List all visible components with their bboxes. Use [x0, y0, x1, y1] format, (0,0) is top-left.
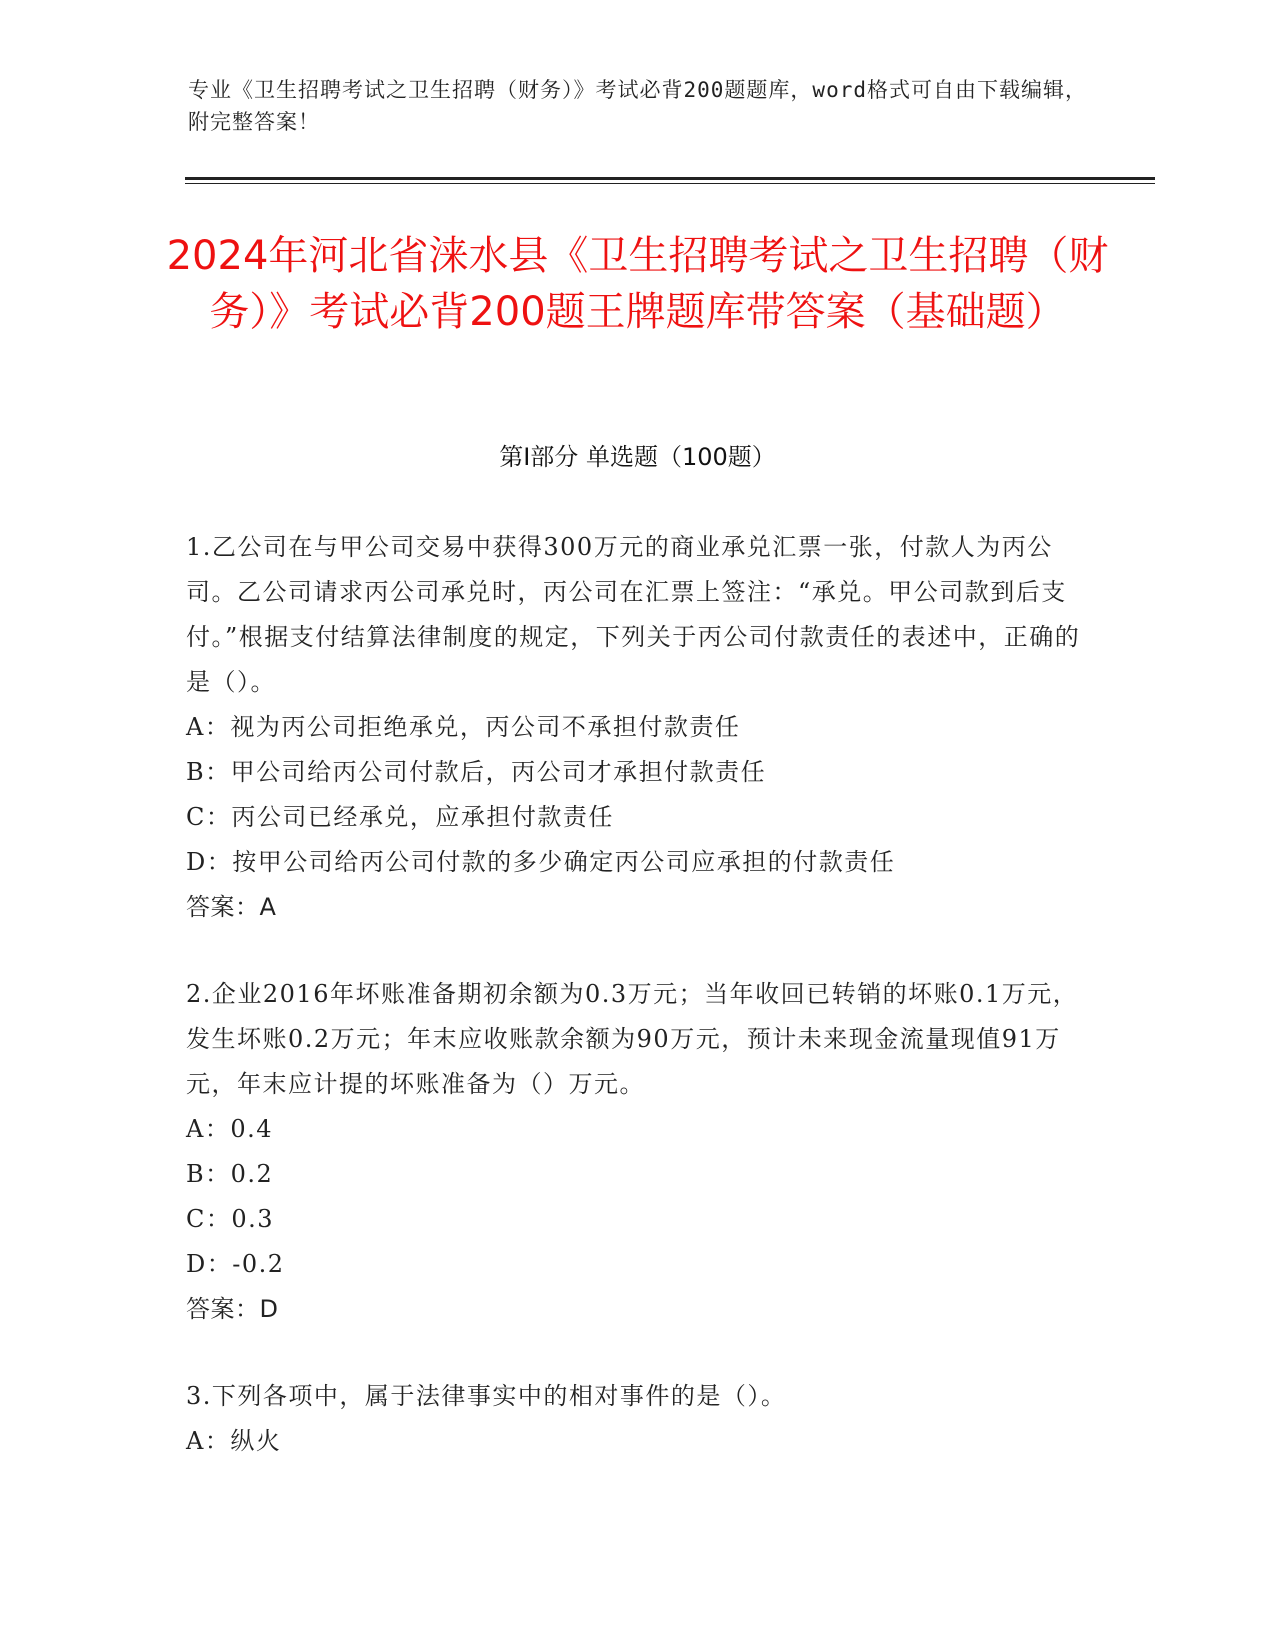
option-d: D：按甲公司给丙公司付款的多少确定丙公司应承担的付款责任	[186, 848, 896, 876]
question-stem: 1.乙公司在与甲公司交易中获得300万元的商业承兑汇票一张，付款人为丙公司。乙公司请求丙公司承兑时，丙公司在汇票上签注：“承兑。甲公司款到后支付。”根据支付结算法律制度的规定，下列关于丙公司付款责任的表述中，正确的是（）。	[186, 533, 1081, 696]
option-a: A：视为丙公司拒绝承兑，丙公司不承担付款责任	[186, 713, 741, 741]
answer-line: 答案：A	[186, 893, 277, 921]
option-d: D：-0.2	[186, 1250, 285, 1278]
document-title: 2024年河北省涞水县《卫生招聘考试之卫生招聘（财务）》考试必背200题王牌题库带答案（基础题）	[166, 233, 1109, 335]
header-divider-thin	[185, 183, 1155, 184]
option-b: B：甲公司给丙公司付款后，丙公司才承担付款责任	[186, 758, 767, 786]
question-2	[186, 972, 1086, 1332]
option-a: A：0.4	[186, 1115, 273, 1143]
header-note: 专业《卫生招聘考试之卫生招聘（财务）》考试必背200题题库，word格式可自由下载编辑，附完整答案！	[188, 78, 1087, 134]
question-stem: 3.下列各项中，属于法律事实中的相对事件的是（）。	[186, 1382, 787, 1410]
option-c: C：丙公司已经承兑，应承担付款责任	[186, 803, 614, 831]
header-divider-thick	[185, 177, 1155, 180]
answer-line: 答案：D	[186, 1295, 279, 1323]
question-list	[186, 525, 1086, 1506]
question-1	[186, 525, 1086, 930]
section-heading: 第I部分 单选题（100题）	[499, 443, 776, 471]
question-3	[186, 1374, 1086, 1464]
question-stem: 2.企业2016年坏账准备期初余额为0.3万元；当年收回已转销的坏账0.1万元，发生坏账0.2万元；年末应收账款余额为90万元，预计未来现金流量现值91万元，年末应计提的坏账准备为（）万元。	[186, 980, 1079, 1098]
option-b: B：0.2	[186, 1160, 274, 1188]
option-c: C：0.3	[186, 1205, 275, 1233]
option-a: A：纵火	[186, 1427, 282, 1455]
